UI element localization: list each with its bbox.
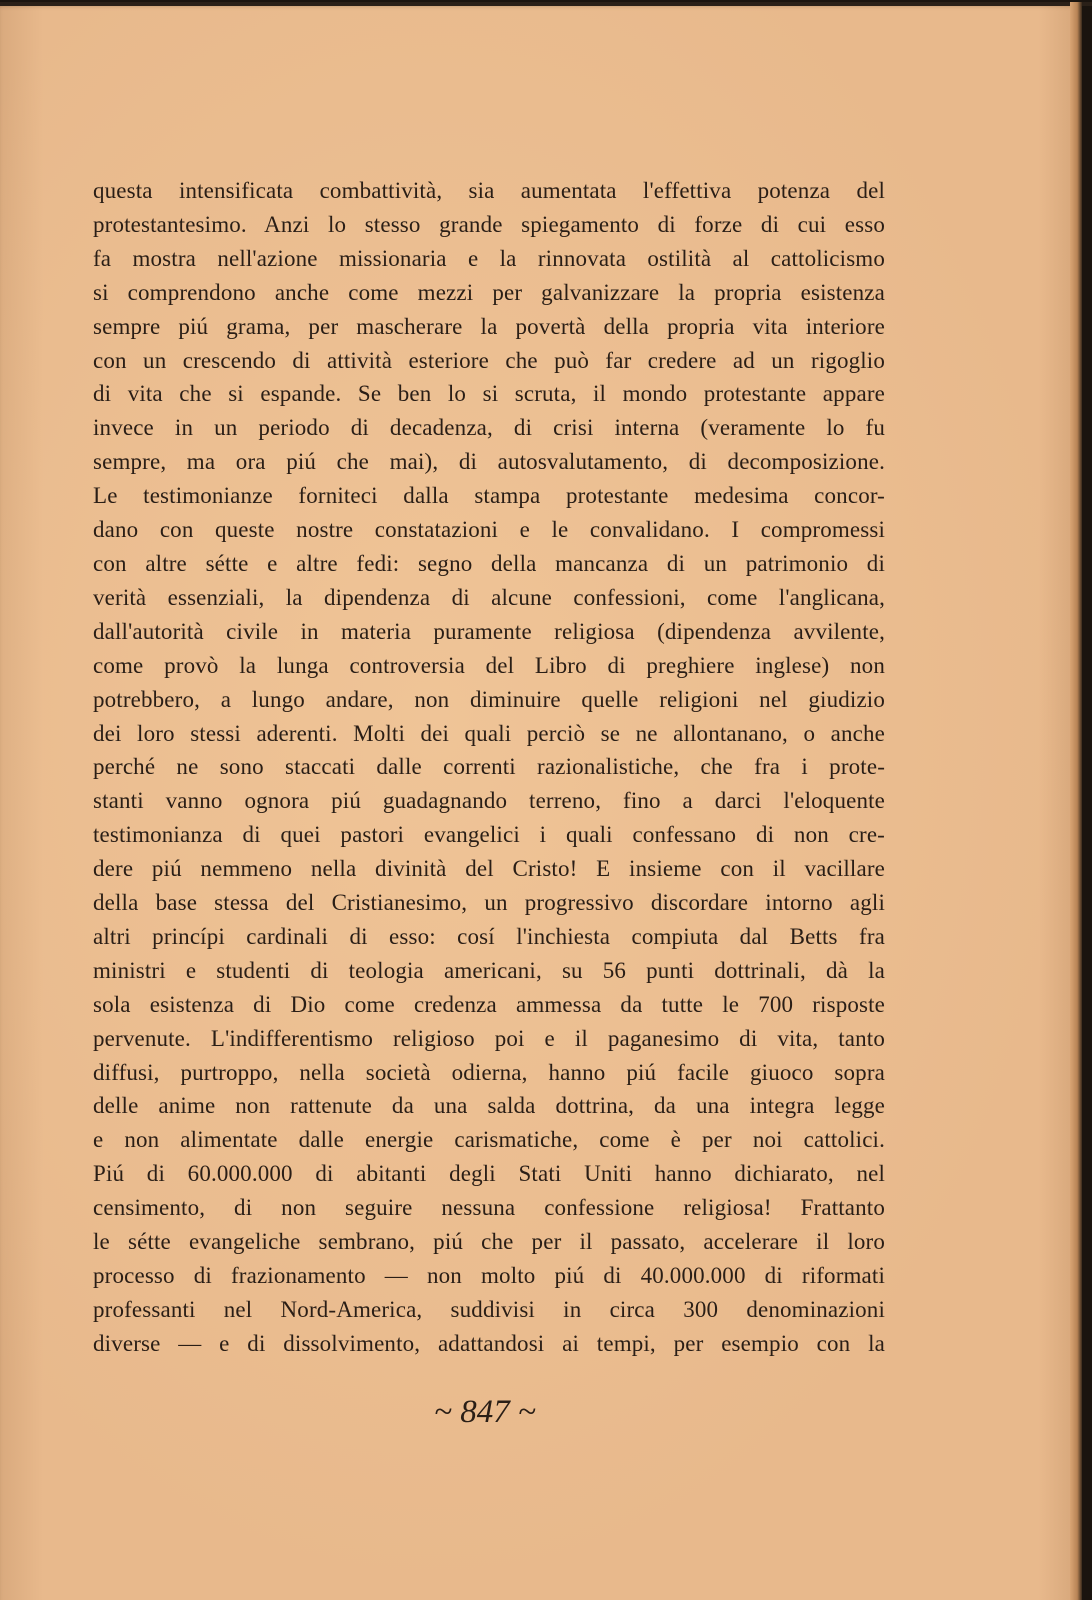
text-line: diverse — e di dissolvimento, adattandosi ai tempi, per esempio con la [93,1330,885,1356]
text-line: Piú di 60.000.000 di abitanti degli Stati Uniti hanno dichiarato, nel [93,1161,885,1187]
text-line: processo di frazionamento — non molto piú di 40.000.000 di riformati [93,1263,885,1288]
book-page [0,2,1082,1600]
text-line: dall'autorità civile in materia puramente religiosa (dipendenza avvilente, [93,618,885,644]
text-line: sola esistenza di Dio come credenza ammessa da tutte le 700 risposte [93,991,885,1017]
text-line: delle anime non rattenute da una salda dottrina, da una integra legge [93,1093,885,1119]
text-line: potrebbero, a lungo andare, non diminuire quelle religioni nel giudizio [93,686,885,712]
page-top-edge [0,2,1092,6]
page-number: ~ 847 ~ [434,1394,536,1430]
text-line: fa mostra nell'azione missionaria e la rinnovata ostilità al cattolicismo [93,245,885,271]
text-line: con un crescendo di attività esteriore che può far credere ad un rigoglio [93,347,885,373]
text-line: altri princípi cardinali di esso: cosí l'inchiesta compiuta dal Betts fra [93,923,885,949]
text-line: diffusi, purtroppo, nella società odierna, hanno piú facile giuoco sopra [93,1059,885,1085]
text-line: Le testimonianze forniteci dalla stampa protestante medesima concor- [93,483,885,509]
text-line: questa intensificata combattività, sia aumentata l'effettiva potenza del [93,178,885,203]
text-line: dei loro stessi aderenti. Molti dei quali perciò se ne allontanano, o anche [93,720,885,746]
text-line: pervenute. L'indifferentismo religioso poi e il paganesimo di vita, tanto [93,1025,885,1051]
page-right-edge [1070,2,1082,1600]
text-line: dano con queste nostre constatazioni e le convalidano. I compromessi [93,517,885,543]
text-line: professanti nel Nord-America, suddivisi in circa 300 denominazioni [93,1296,885,1322]
text-line: censimento, di non seguire nessuna confessione religiosa! Frattanto [93,1195,885,1221]
text-line: invece in un periodo di decadenza, di crisi interna (veramente lo fu [93,415,885,441]
text-line: sempre, ma ora piú che mai), di autosvalutamento, di decomposizione. [93,449,885,475]
text-line: si comprendono anche come mezzi per galvanizzare la propria esistenza [93,279,885,305]
text-line: con altre sétte e altre fedi: segno della mancanza di un patrimonio di [93,550,885,576]
text-line: stanti vanno ognora piú guadagnando terreno, fino a darci l'eloquente [93,788,885,814]
text-line: le sétte evangeliche sembrano, piú che per il passato, accelerare il loro [93,1229,885,1255]
text-line: e non alimentate dalle energie carismatiche, come è per noi cattolici. [93,1127,885,1153]
text-line: come provò la lunga controversia del Libro di preghiere inglese) non [93,652,885,678]
text-line: della base stessa del Cristianesimo, un progressivo discordare intorno agli [93,890,885,916]
text-line: verità essenziali, la dipendenza di alcune confessioni, come l'anglicana, [93,584,885,610]
text-line: ministri e studenti di teologia americani, su 56 punti dottrinali, dà la [93,957,885,983]
text-line: perché ne sono staccati dalle correnti razionalistiche, che fra i prote- [93,754,885,780]
body-text [93,174,885,1361]
text-line: sempre piú grama, per mascherare la povertà della propria vita interiore [93,313,885,339]
text-line: dere piú nemmeno nella divinità del Cristo! E insieme con il vacillare [93,856,885,882]
text-line: di vita che si espande. Se ben lo si scruta, il mondo protestante appare [93,381,885,407]
text-line: protestantesimo. Anzi lo stesso grande spiegamento di forze di cui esso [93,211,885,237]
text-line: testimonianza di quei pastori evangelici i quali confessano di non cre- [93,822,885,848]
